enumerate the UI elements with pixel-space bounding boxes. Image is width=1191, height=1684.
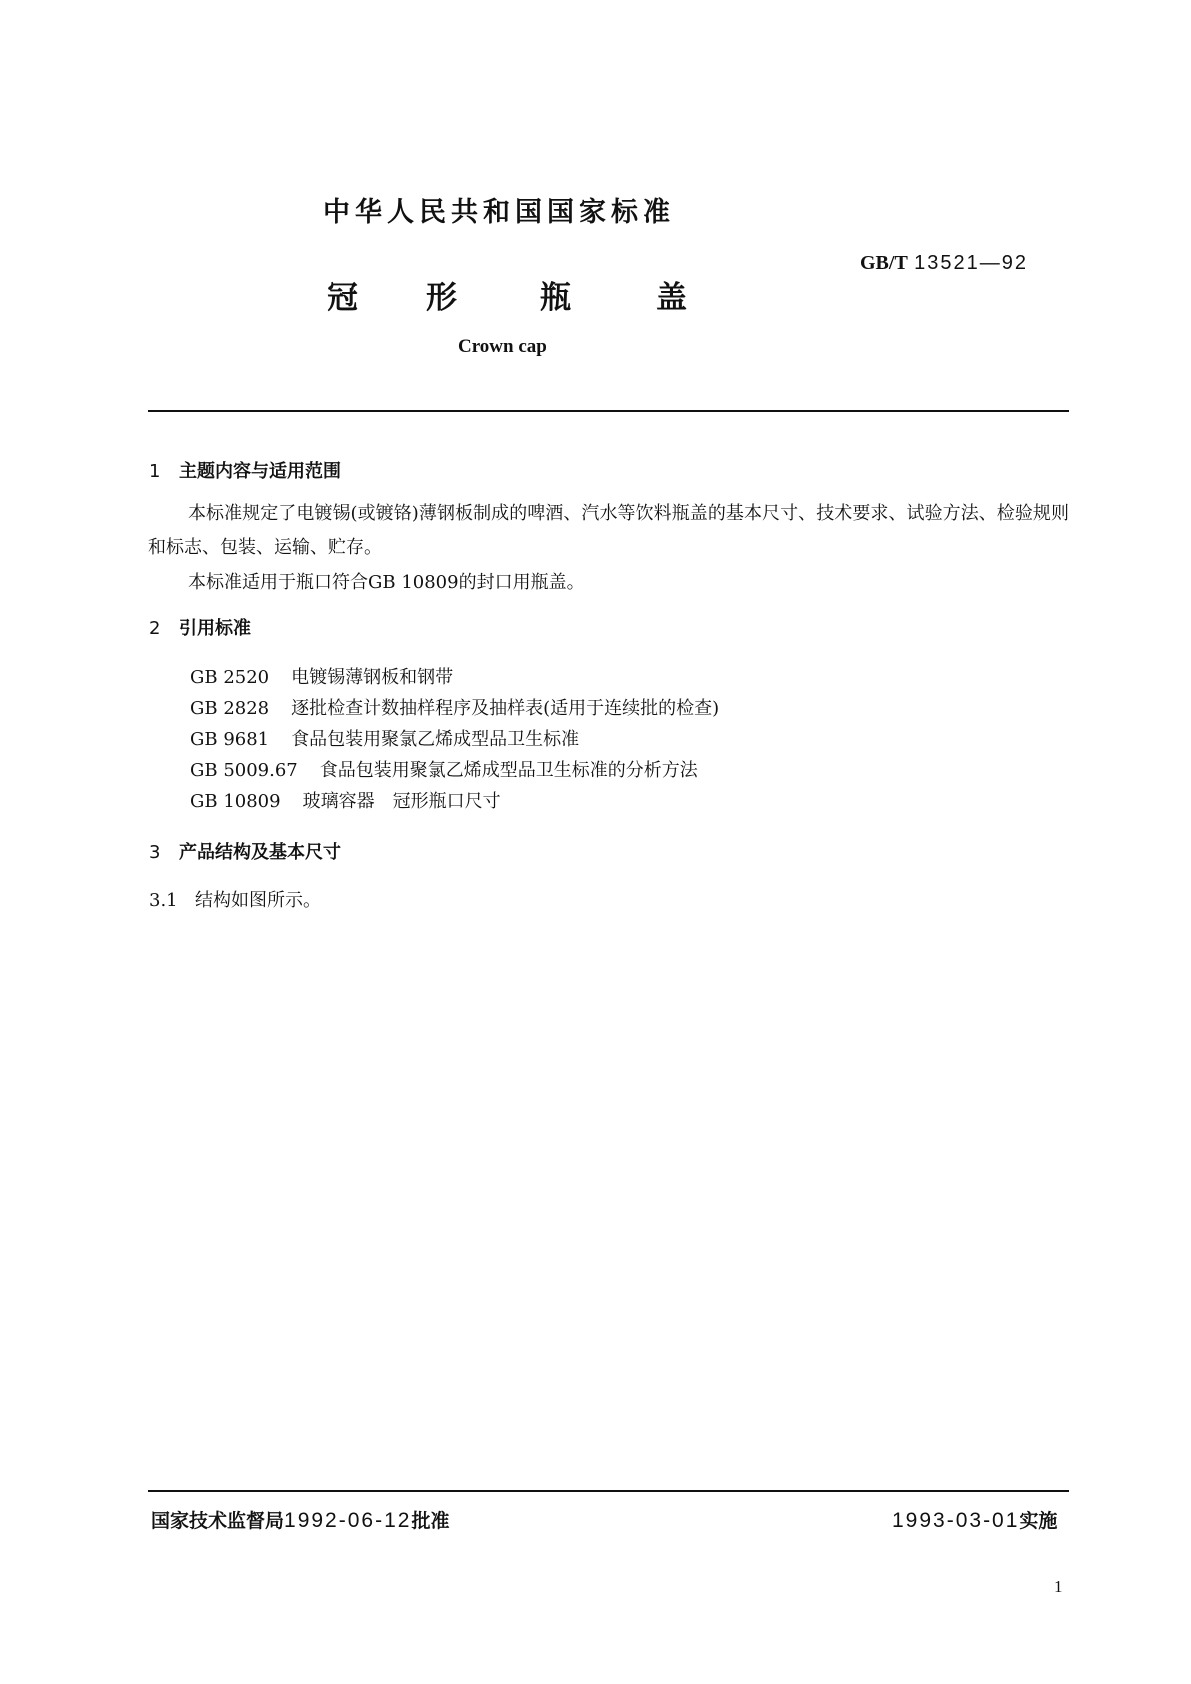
section-title: 主题内容与适用范围 bbox=[179, 461, 341, 482]
section-1-heading bbox=[149, 457, 341, 483]
standard-code bbox=[860, 250, 1028, 275]
reference-code: GB 2520 bbox=[190, 667, 270, 688]
approval-statement bbox=[151, 1506, 449, 1533]
section-number: 3 bbox=[149, 842, 161, 863]
reference-code: GB 9681 bbox=[190, 729, 270, 750]
title-char-1: 冠 bbox=[327, 280, 358, 316]
section-title: 产品结构及基本尺寸 bbox=[179, 842, 341, 863]
footer-divider bbox=[148, 1490, 1069, 1492]
reference-item bbox=[190, 787, 501, 813]
section-number: 1 bbox=[149, 461, 161, 482]
reference-item bbox=[190, 694, 719, 720]
section-3-heading bbox=[149, 838, 341, 864]
section-number: 2 bbox=[149, 618, 161, 639]
section-title: 引用标准 bbox=[179, 618, 251, 639]
reference-code: GB 5009.67 bbox=[190, 760, 298, 781]
section-2-heading bbox=[149, 614, 251, 640]
reference-title: 食品包装用聚氯乙烯成型品卫生标准 bbox=[291, 729, 580, 750]
reference-item bbox=[190, 756, 698, 782]
effective-date: 1993-03-01 bbox=[892, 1509, 1020, 1532]
page-number: 1 bbox=[1054, 1577, 1063, 1596]
reference-item bbox=[190, 725, 579, 751]
header-divider bbox=[148, 410, 1069, 412]
title-char-4: 盖 bbox=[656, 280, 687, 316]
effective-label: 实施 bbox=[1019, 1510, 1058, 1532]
reference-title: 食品包装用聚氯乙烯成型品卫生标准的分析方法 bbox=[319, 760, 698, 781]
reference-code: GB 10809 bbox=[190, 791, 281, 812]
subsection-3-1 bbox=[149, 886, 321, 912]
subsection-text: 结构如图所示。 bbox=[195, 890, 321, 911]
effective-statement bbox=[892, 1506, 1057, 1533]
subsection-number: 3.1 bbox=[149, 890, 178, 911]
standard-number: 13521—92 bbox=[914, 252, 1029, 274]
section-1-paragraph-1: 本标准规定了电镀锡(或镀铬)薄钢板制成的啤酒、汽水等饮料瓶盖的基本尺寸、技术要求、试验方法、检验规则和标志、包装、运输、贮存。 bbox=[148, 503, 1069, 558]
section-1-paragraph-2: 本标准适用于瓶口符合GB 10809的封口用瓶盖。 bbox=[188, 572, 585, 593]
english-title: Crown cap bbox=[458, 336, 547, 357]
reference-title: 逐批检查计数抽样程序及抽样表(适用于连续批的检查) bbox=[291, 698, 720, 719]
title-char-2: 形 bbox=[426, 280, 457, 316]
national-standard-heading: 中华人民共和国国家标准 bbox=[323, 197, 675, 228]
approval-label: 批准 bbox=[411, 1510, 450, 1532]
approval-date: 1992-06-12 bbox=[284, 1509, 412, 1532]
approving-authority: 国家技术监督局 bbox=[151, 1510, 285, 1532]
reference-code: GB 2828 bbox=[190, 698, 270, 719]
reference-title: 电镀锡薄钢板和钢带 bbox=[291, 667, 454, 688]
reference-title: 玻璃容器 冠形瓶口尺寸 bbox=[302, 791, 501, 812]
title-char-3: 瓶 bbox=[540, 280, 571, 316]
standard-prefix: GB/T bbox=[860, 252, 908, 274]
reference-item bbox=[190, 663, 453, 689]
